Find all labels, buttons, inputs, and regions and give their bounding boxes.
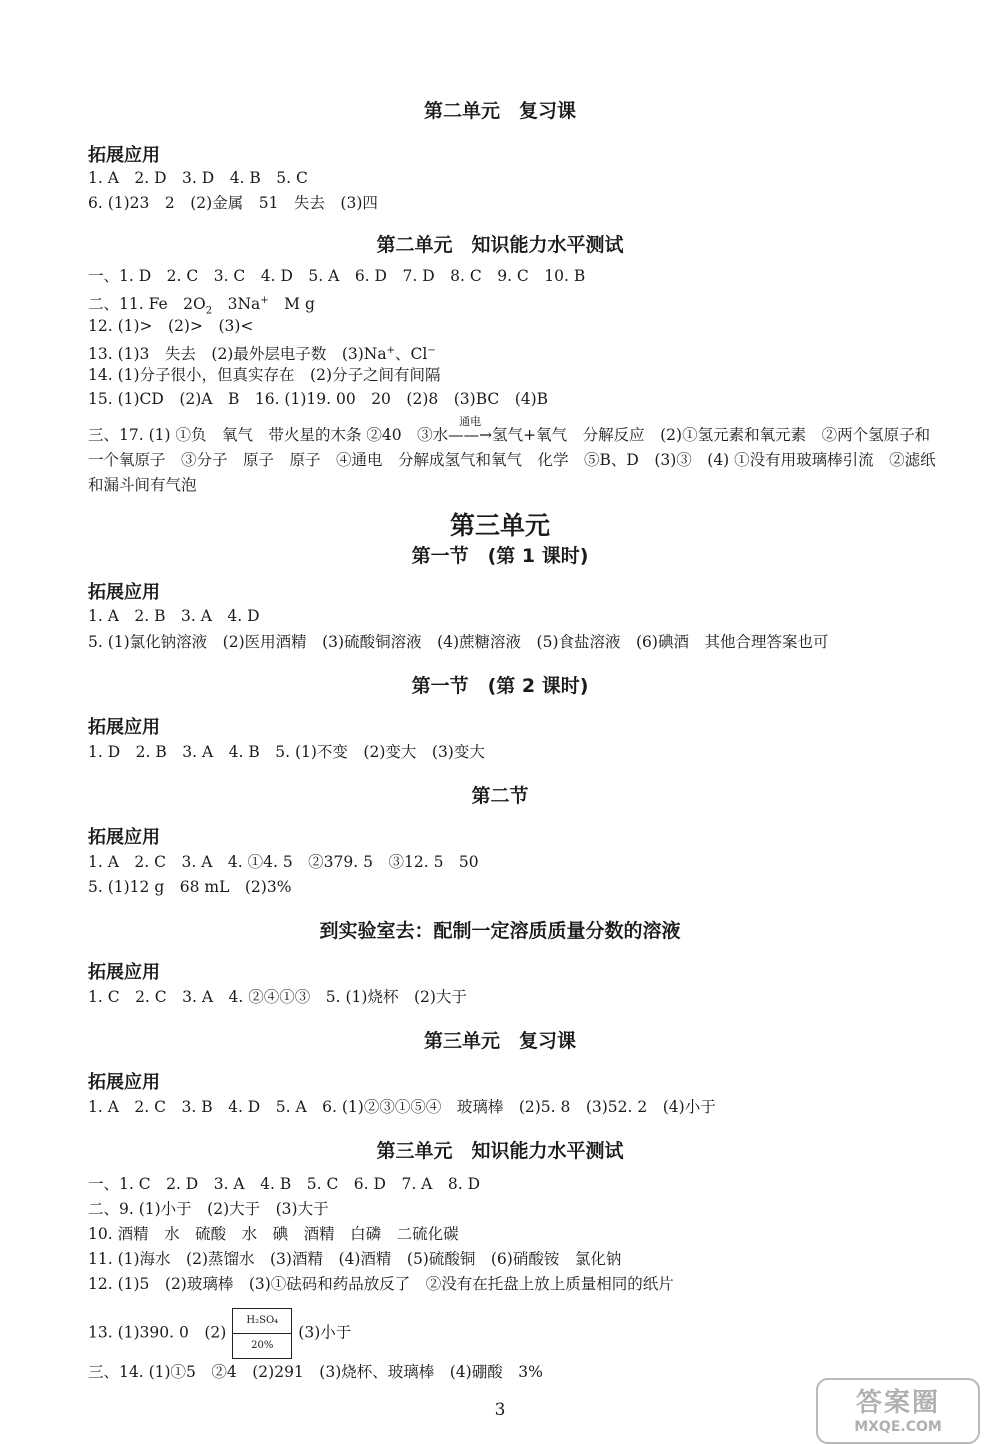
watermark-logo [816,1378,980,1444]
superscript: + [260,295,269,306]
superscript: + [386,345,396,356]
answer-line: 一、1. C 2. D 3. A 4. B 5. C 6. D 7. A 8. D [88,1175,481,1193]
answer-line: 1. D 2. B 3. A 4. B 5. (1)不变 (2)变大 (3)变大 [88,743,485,761]
answer-line: 11. (1)海水 (2)蒸馏水 (3)酒精 (4)酒精 (5)硫酸铜 (6)硝酸铵 氯化钠 [88,1250,622,1268]
reaction-arrow [448,415,493,448]
section-title: 第一节 (第 1 课时) [411,545,589,567]
section-title: 第一节 (第 2 课时) [411,675,589,697]
answer-line: 5. (1)12 g 68 mL (2)3% [88,878,292,896]
subheading: 拓展应用 [88,827,160,848]
answer-line: 1. C 2. C 3. A 4. ②④①③ 5. (1)烧杯 (2)大于 [88,988,467,1006]
section-title: 第二单元 复习课 [423,100,576,122]
answer-line: 15. (1)CD (2)A B 16. (1)19. 00 20 (2)8 (3)BC (4)B [88,390,549,408]
subheading: 拓展应用 [88,1072,160,1093]
answer-text: 13. (1)390. 0 (2) [88,1323,227,1342]
answer-line: 三、14. (1)①5 ②4 (2)291 (3)烧杯、玻璃棒 (4)硼酸 3% [88,1363,543,1381]
answer-line: 10. 酒精 水 硫酸 水 碘 酒精 白磷 二硫化碳 [88,1225,459,1243]
answer-text: 二、11. Fe 2O [88,295,206,314]
answer-line: 二、9. (1)小于 (2)大于 (3)大于 [88,1200,329,1218]
answer-line: 1. A 2. C 3. B 4. D 5. A 6. (1)②③①⑤④ 玻璃棒 (2)5. 8 (3)52. 2 (4)小于 [88,1098,716,1116]
answer-text: 、Cl [395,345,428,364]
subheading: 拓展应用 [88,717,160,738]
answer-line: 12. (1)5 (2)玻璃棒 (3)①砝码和药品放反了 ②没有在托盘上放上质量相同的纸片 [88,1275,674,1293]
reaction-condition: 通电 [459,415,482,428]
answer-text: 氢气+氧气 分解反应 (2)①氢元素和氧元素 ②两个氢原子和一个氧原子 ③分子 原子 原子 ④通电 分解成氢气和氧气 化学 ⑤B、D (3)③ (4) ①没有用玻璃棒引流 ②滤纸和漏斗间有气泡 [88,426,936,494]
section-title: 第三单元 复习课 [423,1030,576,1052]
answer-line: 14. (1)分子很小，但真实存在 (2)分子之间有间隔 [88,366,441,384]
reagent-label [232,1308,292,1359]
answer-line: 一、1. D 2. C 3. C 4. D 5. A 6. D 7. D 8. C 9. C 10. B [88,267,586,285]
watermark-url: MXQE.COM [854,1419,942,1435]
answer-paragraph [88,415,940,498]
subheading: 拓展应用 [88,582,160,603]
subheading: 拓展应用 [88,145,160,166]
answer-line: 5. (1)氯化钠溶液 (2)医用酒精 (3)硫酸铜溶液 (4)蔗糖溶液 (5)食盐溶液 (6)碘酒 其他合理答案也可 [88,633,829,651]
answer-text: M g [268,295,315,314]
label-formula: H₂SO₄ [233,1309,291,1334]
section-title: 第三单元 知识能力水平测试 [376,1140,624,1162]
unit-title: 第三单元 [449,511,550,540]
arrow-glyph: ——→ [448,426,493,444]
watermark-text: 答案圈 [855,1388,940,1418]
answer-line: 1. A 2. D 3. D 4. B 5. C [88,169,308,187]
section-title: 第二节 [471,785,529,807]
answer-line [88,1308,351,1359]
section-title: 第二单元 知识能力水平测试 [376,234,624,256]
answer-text: 三、17. (1) ①负 氧气 带火星的木条 ②40 ③水 [88,426,449,444]
answer-line: 12. (1)> (2)> (3)< [88,317,254,335]
answer-line: 6. (1)23 2 (2)金属 51 失去 (3)四 [88,194,378,212]
superscript: − [427,345,436,356]
subscript: 2 [205,305,213,317]
section-title: 到实验室去：配制一定溶质质量分数的溶液 [319,920,681,942]
answer-text: (3)小于 [298,1323,352,1342]
page-number: 3 [494,1400,506,1420]
answer-line: 1. A 2. B 3. A 4. D [88,607,260,625]
answer-text: 13. (1)3 失去 (2)最外层电子数 (3)Na [88,345,387,364]
label-concentration: 20% [251,1340,274,1351]
answer-text: 3Na [212,295,261,314]
answer-line [88,341,436,364]
subheading: 拓展应用 [88,962,160,983]
answer-line: 1. A 2. C 3. A 4. ①4. 5 ②379. 5 ③12. 5 50 [88,853,479,871]
